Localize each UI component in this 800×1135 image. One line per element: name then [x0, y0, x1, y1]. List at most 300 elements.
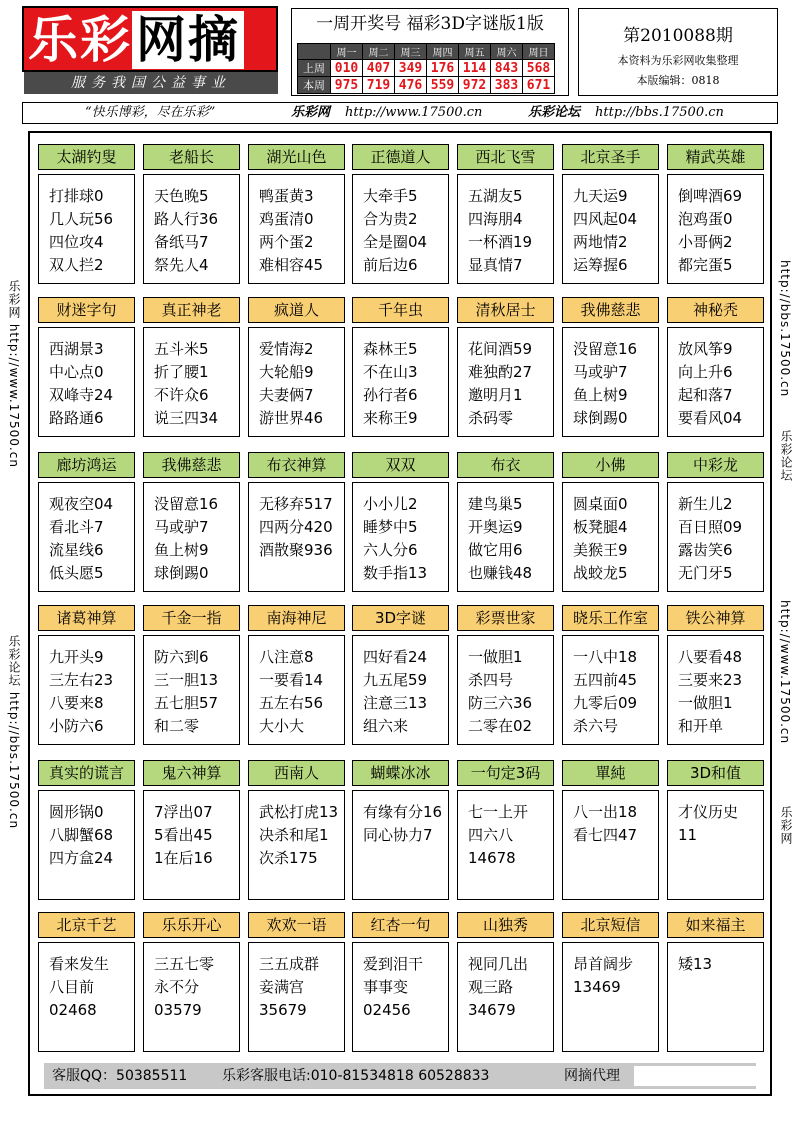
prediction-line: 球倒踢0 — [573, 409, 628, 427]
prediction-card-body — [352, 790, 449, 900]
footer-phone: 乐彩客服电话:010-81534818 60528833 — [222, 1068, 490, 1084]
prediction-card — [562, 452, 659, 592]
prediction-card — [38, 297, 135, 437]
prediction-line: 杀六号 — [573, 717, 619, 735]
prediction-card-body — [457, 635, 554, 745]
prediction-line: 13469 — [573, 978, 621, 996]
last-week-number: 407 — [363, 60, 395, 77]
prediction-card-title: 诸葛神算 — [38, 605, 135, 631]
prediction-card-body — [38, 174, 135, 284]
prediction-line: 向上升6 — [678, 363, 733, 381]
prediction-line: 鸡蛋清0 — [259, 210, 314, 228]
prediction-line: 五斗米5 — [154, 340, 209, 358]
prediction-line: 大轮船9 — [259, 363, 314, 381]
prediction-line: 五左右56 — [259, 694, 324, 712]
this-week-number: 559 — [427, 77, 459, 94]
prediction-card-body — [248, 942, 345, 1052]
prediction-line: 34679 — [468, 1001, 516, 1019]
prediction-line: 鱼上树9 — [154, 541, 209, 559]
prediction-line: 大牵手5 — [363, 187, 418, 205]
prediction-line: 防六到6 — [154, 648, 209, 666]
prediction-line: 两地情2 — [573, 233, 628, 251]
prediction-line: 难相容45 — [259, 256, 324, 274]
prediction-line: 观夜空04 — [49, 495, 114, 513]
source-note: 本资料为乐彩网收集整理 — [617, 54, 739, 67]
prediction-card-body — [248, 635, 345, 745]
prediction-line: 做它用6 — [468, 541, 523, 559]
prediction-card — [248, 760, 345, 900]
this-week-number: 671 — [523, 77, 555, 94]
prediction-card — [562, 144, 659, 284]
prediction-line: 一八中18 — [573, 648, 638, 666]
prediction-line: 事事变 — [363, 978, 409, 996]
prediction-card-body — [38, 482, 135, 592]
prediction-line: 妾满宫 — [259, 978, 305, 996]
prediction-card — [248, 605, 345, 745]
banner-forum-url[interactable]: http://bbs.17500.cn — [595, 105, 724, 120]
prediction-line: 没留意16 — [573, 340, 638, 358]
prediction-line: 八注意8 — [259, 648, 314, 666]
prediction-line: 武松打虎13 — [259, 803, 339, 821]
prediction-line: 流星线6 — [49, 541, 104, 559]
editor-note: 本版编辑：0818 — [636, 74, 720, 87]
prediction-card — [457, 144, 554, 284]
side-right-mid-a: 乐彩论坛 — [779, 430, 793, 482]
prediction-line: 西湖景3 — [49, 340, 104, 358]
prediction-line: 一杯酒19 — [468, 233, 533, 251]
footer-qq: 客服QQ：50385511 — [52, 1068, 188, 1084]
prediction-line: 双人拦2 — [49, 256, 104, 274]
prediction-line: 都完蛋5 — [678, 256, 733, 274]
prediction-line: 02468 — [49, 1001, 97, 1019]
prediction-card — [457, 452, 554, 592]
prediction-line: 和开单 — [678, 717, 724, 735]
last-week-number: 843 — [491, 60, 523, 77]
prediction-card-title: 北京圣手 — [562, 144, 659, 170]
prediction-card — [38, 452, 135, 592]
prediction-card-title: 北京短信 — [562, 912, 659, 938]
prediction-line: 路人行36 — [154, 210, 219, 228]
prediction-line: 爱情海2 — [259, 340, 314, 358]
prediction-card — [38, 144, 135, 284]
prediction-line: 决杀和尾1 — [259, 826, 329, 844]
prediction-line: 03579 — [154, 1001, 202, 1019]
weekday: 周日 — [523, 44, 555, 60]
prediction-card-body — [38, 327, 135, 437]
prediction-card-body — [667, 482, 764, 592]
prediction-card-title: 中彩龙 — [667, 452, 764, 478]
prediction-card-title: 西北飞雪 — [457, 144, 554, 170]
prediction-card — [457, 912, 554, 1052]
prediction-card-body — [143, 635, 240, 745]
prediction-card-title: 單純 — [562, 760, 659, 786]
prediction-card — [38, 760, 135, 900]
prediction-card — [143, 605, 240, 745]
prediction-line: 视同几出 — [468, 955, 529, 973]
side-right-mid-b: http://www.17500.cn — [778, 600, 792, 745]
prediction-card — [667, 452, 764, 592]
prediction-line: 全是圈04 — [363, 233, 428, 251]
prediction-line: 折了腰1 — [154, 363, 209, 381]
prediction-card-body — [352, 942, 449, 1052]
prediction-card-title: 南海神尼 — [248, 605, 345, 631]
prediction-line: 战蛟龙5 — [573, 564, 628, 582]
prediction-card-body — [352, 482, 449, 592]
prediction-card — [352, 760, 449, 900]
this-week-number: 972 — [459, 77, 491, 94]
prediction-line: 注意三13 — [363, 694, 428, 712]
prediction-card-body — [352, 174, 449, 284]
prediction-card-title: 布衣 — [457, 452, 554, 478]
prediction-line: 低头愿5 — [49, 564, 104, 582]
prediction-card — [667, 144, 764, 284]
prediction-card — [248, 144, 345, 284]
prediction-card-body — [562, 942, 659, 1052]
this-week-number: 975 — [331, 77, 363, 94]
draw-table — [297, 43, 555, 94]
last-week-label: 上周 — [298, 60, 331, 77]
prediction-line: 八要来8 — [49, 694, 104, 712]
prediction-line: 小防六6 — [49, 717, 104, 735]
prediction-line: 无移弃517 — [259, 495, 333, 513]
prediction-line: 打排球0 — [49, 187, 104, 205]
prediction-line: 没留意16 — [154, 495, 219, 513]
prediction-card-title: 3D字谜 — [352, 605, 449, 631]
prediction-card-title: 鬼六神算 — [143, 760, 240, 786]
prediction-card-title: 疯道人 — [248, 297, 345, 323]
last-week-number: 349 — [395, 60, 427, 77]
prediction-card — [457, 760, 554, 900]
logo-text — [28, 10, 274, 70]
prediction-line: 数手指13 — [363, 564, 428, 582]
prediction-line: 要看风04 — [678, 409, 743, 427]
weekday: 周一 — [331, 44, 363, 60]
prediction-card-body — [457, 942, 554, 1052]
prediction-line: 三五七零 — [154, 955, 215, 973]
prediction-card — [667, 297, 764, 437]
draw-title: 一周开奖号 福彩3D字谜版1版 — [316, 14, 544, 34]
prediction-line: 放风筝9 — [678, 340, 733, 358]
prediction-line: 不在山3 — [363, 363, 418, 381]
prediction-card-body — [38, 790, 135, 900]
prediction-line: 酒散聚936 — [259, 541, 333, 559]
prediction-line: 三五成群 — [259, 955, 320, 973]
prediction-line: 路路通6 — [49, 409, 104, 427]
prediction-line: 中心点0 — [49, 363, 104, 381]
prediction-line: 七一上开 — [468, 803, 529, 821]
prediction-line: 三左右23 — [49, 671, 114, 689]
prediction-line: 九五尾59 — [363, 671, 428, 689]
issue-number: 第2010088期 — [623, 26, 733, 46]
prediction-card-title: 正德道人 — [352, 144, 449, 170]
prediction-card-body — [248, 482, 345, 592]
prediction-line: 14678 — [468, 849, 516, 867]
prediction-card-title: 布衣神算 — [248, 452, 345, 478]
prediction-card — [562, 912, 659, 1052]
prediction-line: 才仪历史 — [678, 803, 739, 821]
prediction-card — [143, 452, 240, 592]
prediction-card-title: 如来福主 — [667, 912, 764, 938]
prediction-line: 四风起04 — [573, 210, 638, 228]
prediction-line: 倒啤酒69 — [678, 187, 743, 205]
prediction-card — [562, 760, 659, 900]
footer-blank-box — [634, 1066, 756, 1086]
prediction-line: 一做胆1 — [678, 694, 733, 712]
prediction-line: 九零后09 — [573, 694, 638, 712]
prediction-line: 夫妻俩7 — [259, 386, 314, 404]
prediction-card-body — [457, 327, 554, 437]
banner-site-name: 乐彩网 — [291, 105, 331, 120]
prediction-card-body — [248, 790, 345, 900]
prediction-line: 马或驴7 — [573, 363, 628, 381]
banner-site-url[interactable]: http://www.17500.cn — [345, 105, 483, 120]
prediction-card — [38, 912, 135, 1052]
prediction-card-body — [143, 482, 240, 592]
last-week-number: 114 — [459, 60, 491, 77]
prediction-card-body — [143, 174, 240, 284]
prediction-line: 五七胆57 — [154, 694, 219, 712]
prediction-line: 看七四47 — [573, 826, 638, 844]
prediction-line: 说三四34 — [154, 409, 219, 427]
prediction-line: 永不分 — [154, 978, 200, 996]
prediction-card-title: 精武英雄 — [667, 144, 764, 170]
prediction-line: 开奥运9 — [468, 518, 523, 536]
prediction-card-title: 太湖钓叟 — [38, 144, 135, 170]
prediction-card-title: 晓乐工作室 — [562, 605, 659, 631]
prediction-line: 双峰寺24 — [49, 386, 114, 404]
prediction-line: 起和落7 — [678, 386, 733, 404]
prediction-line: 五湖友5 — [468, 187, 523, 205]
prediction-card-title: 千金一指 — [143, 605, 240, 631]
prediction-card-body — [38, 942, 135, 1052]
prediction-line: 11 — [678, 826, 698, 844]
prediction-line: 四好看24 — [363, 648, 428, 666]
banner-forum-name: 乐彩论坛 — [528, 105, 581, 120]
prediction-card-title: 湖光山色 — [248, 144, 345, 170]
prediction-line: 美猴王9 — [573, 541, 628, 559]
prediction-line: 一要看14 — [259, 671, 324, 689]
prediction-card-title: 财迷字句 — [38, 297, 135, 323]
prediction-card-body — [667, 942, 764, 1052]
prediction-card-title: 红杏一句 — [352, 912, 449, 938]
prediction-card-body — [562, 482, 659, 592]
prediction-card — [143, 912, 240, 1052]
prediction-line: 露齿笑6 — [678, 541, 733, 559]
logo-text-b: 网摘 — [132, 11, 244, 69]
prediction-line: 7浮出07 — [154, 803, 213, 821]
prediction-card — [562, 605, 659, 745]
prediction-line: 5看出45 — [154, 826, 213, 844]
prediction-card — [352, 912, 449, 1052]
prediction-line: 马或驴7 — [154, 518, 209, 536]
prediction-card-title: 西南人 — [248, 760, 345, 786]
prediction-line: 邀明月1 — [468, 386, 523, 404]
prediction-line: 祭先人4 — [154, 256, 209, 274]
prediction-card — [38, 605, 135, 745]
banner-slogan: “快乐博彩，尽在乐彩” — [85, 105, 216, 120]
prediction-card — [248, 297, 345, 437]
prediction-card-title: 北京千艺 — [38, 912, 135, 938]
prediction-card-body — [667, 790, 764, 900]
prediction-line: 天色晚5 — [154, 187, 209, 205]
prediction-card-body — [457, 790, 554, 900]
prediction-line: 孙行者6 — [363, 386, 418, 404]
prediction-card-title: 老船长 — [143, 144, 240, 170]
banner — [22, 102, 778, 124]
prediction-line: 防三六36 — [468, 694, 533, 712]
side-right-bottom: 乐彩网 — [779, 806, 793, 845]
prediction-line: 和二零 — [154, 717, 200, 735]
prediction-line: 小哥俩2 — [678, 233, 733, 251]
prediction-card-title: 铁公神算 — [667, 605, 764, 631]
prediction-line: 四海朋4 — [468, 210, 523, 228]
prediction-card-title: 我佛慈悲 — [143, 452, 240, 478]
prediction-card — [248, 912, 345, 1052]
prediction-line: 四六八 — [468, 826, 514, 844]
prediction-line: 同心协力7 — [363, 826, 433, 844]
weekday: 周五 — [459, 44, 491, 60]
prediction-card — [667, 912, 764, 1052]
prediction-card-title: 山独秀 — [457, 912, 554, 938]
prediction-line: 看北斗7 — [49, 518, 104, 536]
prediction-line: 鱼上树9 — [573, 386, 628, 404]
prediction-line: 八一出18 — [573, 803, 638, 821]
draw-results-box — [291, 8, 569, 96]
prediction-line: 三要来23 — [678, 671, 743, 689]
prediction-line: 运筹握6 — [573, 256, 628, 274]
prediction-card-body — [143, 790, 240, 900]
prediction-card-body — [562, 790, 659, 900]
prediction-card-body — [248, 174, 345, 284]
slogan: 服务我国公益事业 — [24, 72, 278, 94]
prediction-line: 大小大 — [259, 717, 305, 735]
prediction-line: 四位攻4 — [49, 233, 104, 251]
last-week-number: 176 — [427, 60, 459, 77]
prediction-line: 也赚钱48 — [468, 564, 533, 582]
prediction-card-body — [352, 327, 449, 437]
prediction-line: 九天运9 — [573, 187, 628, 205]
prediction-line: 杀码零 — [468, 409, 514, 427]
prediction-line: 看来发生 — [49, 955, 110, 973]
prediction-line: 无门牙5 — [678, 564, 733, 582]
prediction-card — [352, 297, 449, 437]
prediction-card-body — [667, 327, 764, 437]
prediction-card-body — [457, 482, 554, 592]
last-week-number: 568 — [523, 60, 555, 77]
prediction-line: 球倒踢0 — [154, 564, 209, 582]
prediction-card-title: 蝴蝶冰冰 — [352, 760, 449, 786]
prediction-line: 新生儿2 — [678, 495, 733, 513]
weekday: 周六 — [491, 44, 523, 60]
prediction-line: 小小儿2 — [363, 495, 418, 513]
prediction-card-body — [562, 635, 659, 745]
prediction-line: 五四前45 — [573, 671, 638, 689]
prediction-line: 观三路 — [468, 978, 514, 996]
prediction-card-title: 千年虫 — [352, 297, 449, 323]
last-week-number: 010 — [331, 60, 363, 77]
side-left-top: 乐彩网 http://www.17500.cn — [7, 280, 21, 468]
side-left-bottom: 乐彩论坛 http://bbs.17500.cn — [7, 635, 21, 830]
prediction-card — [143, 297, 240, 437]
prediction-card — [143, 144, 240, 284]
side-right-top: http://bbs.17500.cn — [778, 260, 792, 398]
prediction-line: 两个蛋2 — [259, 233, 314, 251]
prediction-line: 睡梦中5 — [363, 518, 418, 536]
prediction-line: 鸭蛋黄3 — [259, 187, 314, 205]
prediction-line: 02456 — [363, 1001, 411, 1019]
prediction-card-title: 我佛慈悲 — [562, 297, 659, 323]
prediction-card — [248, 452, 345, 592]
prediction-card-body — [352, 635, 449, 745]
prediction-line: 昂首阔步 — [573, 955, 634, 973]
prediction-card — [457, 605, 554, 745]
prediction-line: 圆桌面0 — [573, 495, 628, 513]
prediction-line: 板凳腿4 — [573, 518, 628, 536]
prediction-card-body — [667, 635, 764, 745]
prediction-line: 次杀175 — [259, 849, 318, 867]
prediction-line: 圆形锅0 — [49, 803, 104, 821]
this-week-number: 476 — [395, 77, 427, 94]
prediction-card — [667, 605, 764, 745]
prediction-card-title: 真实的谎言 — [38, 760, 135, 786]
logo-text-a: 乐彩 — [28, 11, 132, 69]
prediction-line: 八目前 — [49, 978, 95, 996]
prediction-line: 建鸟巢5 — [468, 495, 523, 513]
prediction-card — [352, 605, 449, 745]
prediction-line: 几人玩56 — [49, 210, 114, 228]
prediction-line: 来称王9 — [363, 409, 418, 427]
this-week-label: 本周 — [298, 77, 331, 94]
prediction-line: 九开头9 — [49, 648, 104, 666]
issue-box — [578, 8, 778, 96]
prediction-card — [352, 452, 449, 592]
prediction-card-body — [143, 327, 240, 437]
prediction-card — [667, 760, 764, 900]
prediction-card-title: 欢欢一语 — [248, 912, 345, 938]
prediction-line: 八脚蟹68 — [49, 826, 114, 844]
prediction-card-title: 乐乐开心 — [143, 912, 240, 938]
prediction-card-body — [562, 327, 659, 437]
prediction-line: 1在后16 — [154, 849, 213, 867]
prediction-card-title: 双双 — [352, 452, 449, 478]
prediction-line: 前后边6 — [363, 256, 418, 274]
prediction-line: 不许众6 — [154, 386, 209, 404]
this-week-number: 383 — [491, 77, 523, 94]
prediction-line: 难独酌27 — [468, 363, 533, 381]
prediction-card-body — [457, 174, 554, 284]
weekday: 周四 — [427, 44, 459, 60]
prediction-card-title: 廊坊鸿运 — [38, 452, 135, 478]
prediction-card — [352, 144, 449, 284]
prediction-line: 花间酒59 — [468, 340, 533, 358]
weekday: 周三 — [395, 44, 427, 60]
prediction-line: 备纸马7 — [154, 233, 209, 251]
prediction-card-body — [248, 327, 345, 437]
footer-bar — [44, 1063, 756, 1089]
prediction-card-title: 一句定3码 — [457, 760, 554, 786]
prediction-line: 森林王5 — [363, 340, 418, 358]
prediction-line: 百日照09 — [678, 518, 743, 536]
prediction-line: 二零在02 — [468, 717, 533, 735]
prediction-line: 35679 — [259, 1001, 307, 1019]
logo — [22, 6, 278, 72]
prediction-line: 合为贵2 — [363, 210, 418, 228]
prediction-line: 有缘有分16 — [363, 803, 443, 821]
prediction-card — [457, 297, 554, 437]
prediction-line: 四两分420 — [259, 518, 333, 536]
prediction-card-title: 清秋居士 — [457, 297, 554, 323]
prediction-card — [143, 760, 240, 900]
